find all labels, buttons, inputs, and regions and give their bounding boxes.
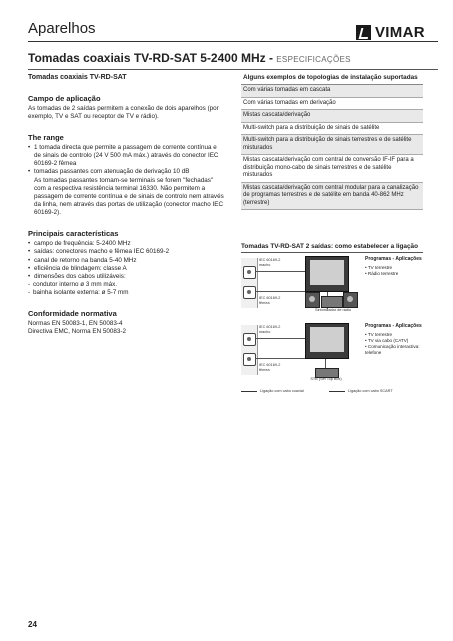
programs-title: Programas - Aplicações	[365, 323, 422, 329]
page-title-suffix: ESPECIFICAÇÕES	[276, 55, 351, 64]
topology-row: Mistas cascata/derivação com central modular para a canalização de programas terrestres e de satélite em banda 40-862 MHz (terrestre)	[241, 183, 423, 211]
male-connector-label: IEC 60169-2 macho	[259, 258, 281, 267]
range-item: • tomadas passantes com atenuação de derivação 10 dB	[28, 168, 224, 176]
product-title: Tomadas coaxiais TV-RD-SAT	[28, 74, 127, 81]
feature-item: • eficiência de blindagem: classe A	[28, 265, 224, 273]
range-heading: The range	[28, 133, 64, 143]
topology-row: Mistas cascata/derivação	[241, 110, 423, 123]
left-column	[28, 73, 224, 337]
range-note: As tomadas passantes tornam-se terminais se forem "fechadas" com a respectiva resistência terminal 16330. Não permitem a passagem de corrente contínua e de sinais de controlo nem através da linha, nem através das portas de utilização (conector macho IEC 60169-2).	[34, 176, 224, 217]
topology-table-header: Alguns exemplos de topologias de instalação suportadas	[241, 73, 423, 85]
topology-table	[241, 73, 423, 210]
speaker-icon	[343, 292, 358, 308]
connection-title: Tomadas TV-RD-SAT 2 saídas: como estabelecer a ligação	[241, 243, 423, 253]
application-text: As tomadas de 2 saídas permitem a conexão de dois aparelhos (por exemplo, TV e SAT ou receptor de TV e rádio).	[28, 104, 219, 121]
compliance-line: Directiva EMC, Norma EN 50083-2	[28, 328, 126, 336]
programs-title: Programas - Aplicações	[365, 256, 422, 262]
program-item: • Comunicação interactiva: telefone	[365, 343, 420, 355]
female-connector-label: IEC 60169-2 fêmea	[259, 363, 281, 372]
page-title-main: Tomadas coaxiais TV-RD-SAT 5-2400 MHz -	[28, 51, 277, 65]
program-item: • TV terrestre	[365, 265, 393, 270]
male-connector-label: IEC 60169-2 macho	[259, 325, 281, 334]
programs-list	[365, 332, 423, 356]
vimar-logo-mark-icon	[356, 25, 371, 40]
radio-tuner-label: Sintonizador de rádio	[315, 308, 351, 312]
topology-row: Mistas cascata/derivação com central de conversão IF-IF para a distribuição mono-cabo de sinais terrestres e de satélite misturados	[241, 155, 423, 183]
vimar-logo	[356, 25, 436, 41]
topology-row: Com várias tomadas em derivação	[241, 98, 423, 111]
header-rule	[28, 41, 438, 42]
topology-row: Com várias tomadas em cascata	[241, 85, 423, 98]
scart-line-icon	[329, 391, 345, 392]
coax-socket-icon	[243, 353, 256, 366]
brand-name: VIMAR	[375, 24, 425, 41]
section-title: Aparelhos	[28, 20, 96, 37]
coax-line-icon	[241, 391, 257, 392]
compliance-line: Normas EN 50083-1, EN 50083-4	[28, 320, 123, 328]
feature-item: • canal de retorno na banda 5-40 MHz	[28, 257, 224, 265]
feature-item: • saídas: conectores macho e fêmea IEC 60169-2	[28, 248, 224, 256]
connection-diagram-1	[241, 256, 423, 318]
tv-icon	[305, 256, 349, 292]
program-item: • TV via cabo (CATV)	[365, 337, 409, 343]
program-item: • TV terrestre	[365, 332, 393, 337]
page-number: 24	[28, 620, 37, 629]
application-heading: Campo de aplicação	[28, 94, 101, 104]
topology-row: Multi-switch para a distribuição de sinais terrestres e de satélite misturados	[241, 135, 423, 155]
range-list	[28, 144, 224, 177]
legend-scart: Ligação com cabo SCART	[348, 389, 393, 393]
range-item: • 1 tomada directa que permite a passagem de corrente contínua e de sinais de controlo (24 V 500 mA máx.) através do conector IEC 60169-2 fêmea	[28, 144, 224, 169]
legend-coax: Ligação com cabo coaxial	[260, 389, 304, 393]
coax-socket-icon	[243, 333, 256, 346]
compliance-heading: Conformidade normativa	[28, 309, 117, 319]
features-heading: Principais características	[28, 229, 119, 239]
coax-socket-icon	[243, 286, 256, 299]
stb-label: STB (Set Top Box)	[310, 377, 342, 381]
connection-diagram-2	[241, 323, 423, 385]
feature-subitem: - condutor interno ø 3 mm máx.	[28, 281, 224, 289]
title-rule	[28, 69, 438, 70]
speaker-icon	[305, 292, 320, 308]
tv-icon	[305, 323, 349, 359]
female-connector-label: IEC 60169-2 fêmea	[259, 296, 281, 305]
features-list	[28, 240, 224, 297]
programs-list	[365, 265, 423, 277]
feature-subitem: - bainha isolante externa: ø 5-7 mm	[28, 289, 224, 297]
page-title	[28, 51, 351, 65]
coax-cable	[325, 358, 326, 368]
feature-item: • campo de frequência: 5-2400 MHz	[28, 240, 224, 248]
feature-item: • dimensões dos cabos utilizáveis:	[28, 273, 224, 281]
coax-socket-icon	[243, 266, 256, 279]
program-item: • Rádio terrestre	[365, 270, 399, 276]
radio-tuner-icon	[321, 296, 343, 308]
topology-row: Multi-switch para a distribuição de sinais de satélite	[241, 123, 423, 136]
diagram-legend	[241, 388, 423, 396]
